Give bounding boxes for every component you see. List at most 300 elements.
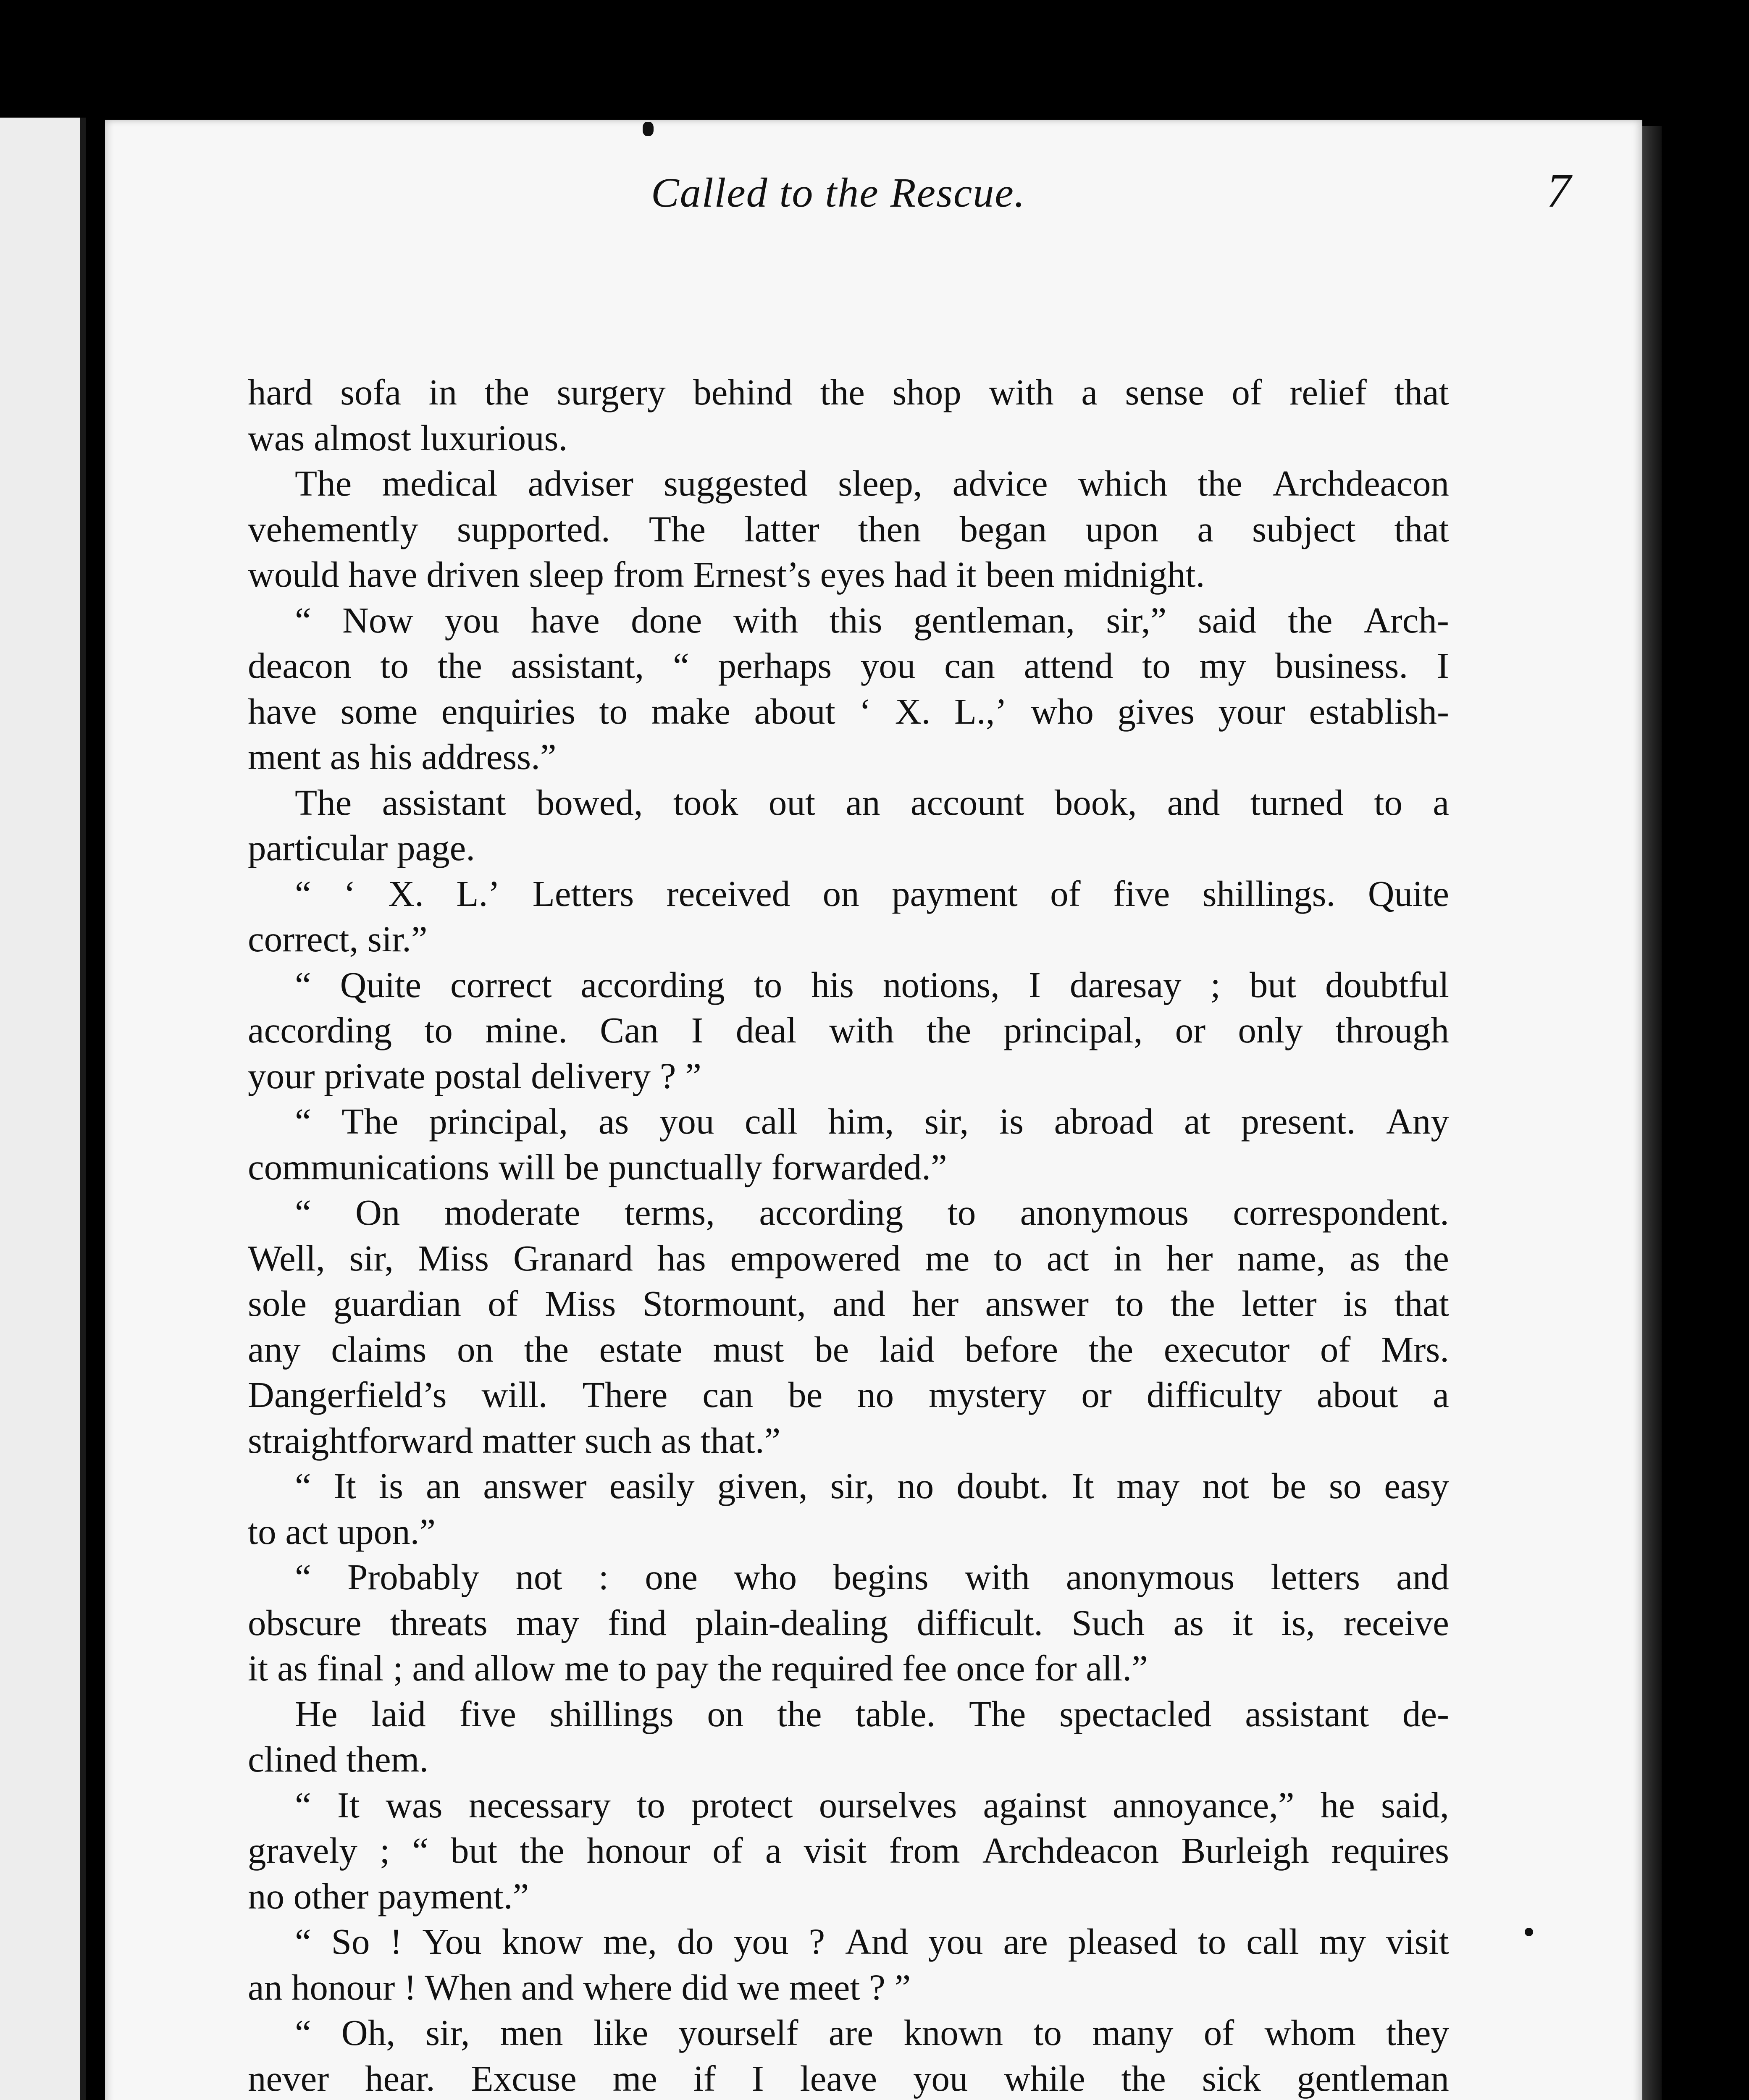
word: The bbox=[969, 1693, 1026, 1734]
word: assistant bbox=[1245, 1693, 1369, 1734]
word: suggested bbox=[663, 463, 808, 504]
word: It bbox=[337, 1784, 360, 1825]
word: an bbox=[846, 782, 880, 823]
word: do bbox=[677, 1921, 714, 1962]
word: Such bbox=[1071, 1602, 1145, 1643]
word: laid bbox=[371, 1693, 426, 1734]
word: to bbox=[599, 690, 628, 732]
word: a bbox=[765, 1830, 782, 1871]
text-line bbox=[248, 1554, 1449, 1600]
word: difficult. bbox=[917, 1602, 1043, 1643]
word: you bbox=[913, 2058, 968, 2099]
text-line bbox=[248, 1828, 1449, 1874]
word: if bbox=[693, 2058, 716, 2099]
word: no bbox=[897, 1465, 934, 1506]
word: he bbox=[1320, 1784, 1355, 1825]
text-line bbox=[248, 598, 1449, 643]
word: pleased bbox=[1068, 1921, 1178, 1962]
word: the bbox=[1121, 2058, 1166, 2099]
word: while bbox=[1004, 2058, 1085, 2099]
word: him, bbox=[828, 1101, 894, 1142]
word: the bbox=[926, 1010, 972, 1050]
word: surgery bbox=[557, 372, 666, 412]
word: “ bbox=[673, 645, 689, 686]
word: upon bbox=[1085, 508, 1159, 549]
word: sofa bbox=[340, 372, 402, 412]
word: that bbox=[1394, 372, 1449, 412]
word: correct bbox=[450, 964, 552, 1005]
word: shillings bbox=[549, 1693, 674, 1734]
word: Granard bbox=[513, 1237, 633, 1278]
text-line bbox=[248, 1919, 1449, 1965]
word: sick bbox=[1202, 2058, 1261, 2099]
word: you bbox=[444, 599, 500, 640]
word: latter bbox=[744, 508, 819, 549]
word: said bbox=[1198, 599, 1257, 640]
word: was bbox=[386, 1784, 443, 1825]
word: and bbox=[1167, 782, 1220, 823]
word: letters bbox=[1271, 1557, 1360, 1597]
word: about bbox=[754, 690, 835, 732]
word: The bbox=[295, 782, 352, 823]
word: annoyance,” bbox=[1113, 1784, 1295, 1825]
word: I bbox=[691, 1010, 704, 1050]
word: The bbox=[295, 463, 352, 504]
word: five bbox=[459, 1693, 516, 1734]
word: the bbox=[1088, 1328, 1134, 1370]
word: to bbox=[1142, 645, 1171, 686]
word: the bbox=[437, 645, 482, 686]
word: a bbox=[1433, 782, 1449, 823]
word: to bbox=[380, 645, 409, 686]
word: on bbox=[822, 873, 859, 914]
word: a bbox=[1081, 372, 1098, 412]
word: principal, bbox=[1003, 1010, 1143, 1050]
word: of bbox=[712, 1830, 743, 1871]
word: So bbox=[331, 1921, 370, 1962]
word: to bbox=[1033, 2012, 1062, 2053]
word: sleep, bbox=[838, 463, 922, 504]
text-line bbox=[248, 1782, 1449, 1828]
text-line bbox=[248, 2010, 1449, 2056]
word: Stormount, bbox=[642, 1283, 806, 1324]
word: sir, bbox=[349, 1237, 394, 1278]
word: took bbox=[673, 782, 738, 823]
word: advice bbox=[952, 463, 1048, 504]
word: his bbox=[811, 964, 854, 1005]
word: ! bbox=[390, 1921, 402, 1962]
text-line bbox=[248, 1600, 1449, 1646]
word: turned bbox=[1250, 782, 1344, 823]
word: out bbox=[768, 782, 816, 823]
page-edge-shadow bbox=[1642, 126, 1662, 2100]
word: make bbox=[651, 690, 730, 732]
word: but bbox=[451, 1830, 498, 1871]
word: began bbox=[959, 508, 1047, 549]
word: that bbox=[1394, 1283, 1449, 1324]
word: any bbox=[248, 1328, 301, 1370]
word: establish- bbox=[1309, 690, 1449, 732]
text-line bbox=[248, 1099, 1449, 1144]
word: Probably bbox=[347, 1557, 480, 1597]
word: sir,” bbox=[1106, 599, 1167, 640]
word: visit bbox=[1386, 1921, 1449, 1962]
word: known bbox=[903, 2012, 1003, 2053]
word: to bbox=[1115, 1283, 1144, 1324]
word: said, bbox=[1381, 1784, 1449, 1825]
facing-page-edge bbox=[0, 118, 86, 2100]
word: You bbox=[422, 1921, 482, 1962]
word: of bbox=[1320, 1328, 1351, 1370]
word: who bbox=[734, 1557, 797, 1597]
word: of bbox=[488, 1283, 518, 1324]
word: are bbox=[1003, 1921, 1048, 1962]
word: “ bbox=[295, 873, 311, 914]
word: obscure bbox=[248, 1602, 362, 1643]
word: you bbox=[734, 1921, 789, 1962]
word: so bbox=[1329, 1465, 1362, 1506]
word: On bbox=[355, 1192, 400, 1233]
word: moderate bbox=[444, 1192, 580, 1233]
page-number: 7 bbox=[1547, 164, 1571, 218]
word: or bbox=[1175, 1010, 1206, 1050]
word: Excuse bbox=[471, 2058, 577, 2099]
word: “ bbox=[295, 964, 311, 1005]
word: terms, bbox=[624, 1192, 715, 1233]
word: shillings. bbox=[1202, 873, 1336, 914]
word: are bbox=[828, 2012, 873, 2053]
word: mine. bbox=[485, 1010, 567, 1050]
word: estate bbox=[599, 1328, 683, 1370]
word: deal bbox=[735, 1010, 797, 1050]
text-line bbox=[248, 689, 1449, 735]
word: no bbox=[857, 1374, 894, 1415]
word: Quite bbox=[1368, 873, 1449, 914]
text-line: communications will be punctually forwarded.” bbox=[248, 1146, 947, 1187]
ink-speck bbox=[1525, 1928, 1533, 1936]
word: Arch- bbox=[1363, 599, 1449, 640]
word: according bbox=[580, 964, 725, 1005]
word: requires bbox=[1331, 1830, 1449, 1871]
text-line bbox=[248, 1372, 1449, 1418]
body-text bbox=[248, 370, 1449, 2100]
word: you bbox=[860, 645, 916, 686]
word: Now bbox=[342, 599, 414, 640]
word: behind bbox=[693, 372, 793, 412]
word: answer bbox=[985, 1283, 1089, 1324]
word: one bbox=[645, 1557, 698, 1597]
word: Oh, bbox=[341, 2012, 395, 2053]
word: to bbox=[1374, 782, 1403, 823]
word: men bbox=[500, 2012, 563, 2053]
word: not bbox=[1202, 1465, 1249, 1506]
word: know bbox=[502, 1921, 583, 1962]
word: of bbox=[1203, 2012, 1234, 2053]
text-line: straightforward matter such as that.” bbox=[248, 1420, 781, 1461]
word: act bbox=[1046, 1237, 1090, 1278]
word: guardian bbox=[333, 1283, 461, 1324]
text-line: correct, sir.” bbox=[248, 919, 428, 959]
word: the bbox=[777, 1693, 822, 1734]
word: answer bbox=[483, 1465, 587, 1506]
word: sense bbox=[1125, 372, 1204, 412]
word: There bbox=[582, 1374, 668, 1415]
word: sole bbox=[248, 1283, 307, 1324]
word: five bbox=[1113, 873, 1170, 914]
word: is bbox=[999, 1101, 1024, 1142]
word: Archdeacon bbox=[982, 1830, 1159, 1871]
word: through bbox=[1335, 1010, 1449, 1050]
word: plain-dealing bbox=[695, 1602, 888, 1643]
word: Burleigh bbox=[1181, 1830, 1309, 1871]
word: have bbox=[248, 690, 317, 732]
word: business. bbox=[1275, 645, 1408, 686]
word: I bbox=[751, 2058, 764, 2099]
word: a bbox=[1197, 508, 1213, 549]
word: X. bbox=[895, 690, 931, 732]
text-line bbox=[248, 1281, 1449, 1327]
word: ; bbox=[1210, 964, 1221, 1005]
word: table. bbox=[855, 1693, 936, 1734]
word: they bbox=[1386, 2012, 1449, 2053]
text-line bbox=[248, 2056, 1449, 2100]
word: Quite bbox=[340, 964, 421, 1005]
word: receive bbox=[1343, 1602, 1449, 1643]
word: you bbox=[928, 1921, 983, 1962]
word: It bbox=[334, 1465, 356, 1506]
word: relief bbox=[1289, 372, 1367, 412]
text-line bbox=[248, 1327, 1449, 1373]
word: ‘ bbox=[859, 690, 872, 732]
word: gentleman bbox=[1297, 2058, 1449, 2099]
word: is bbox=[378, 1465, 403, 1506]
text-line bbox=[248, 1691, 1449, 1737]
word: may bbox=[1116, 1465, 1180, 1506]
word: the bbox=[1198, 463, 1242, 504]
word: “ bbox=[295, 1101, 311, 1142]
word: gentleman, bbox=[913, 599, 1075, 640]
word: de- bbox=[1402, 1693, 1449, 1734]
word: the bbox=[1404, 1237, 1449, 1278]
word: Miss bbox=[418, 1237, 489, 1278]
word: can bbox=[702, 1374, 754, 1415]
word: L.,’ bbox=[954, 690, 1007, 732]
word: is, bbox=[1281, 1602, 1315, 1643]
word: this bbox=[829, 599, 882, 640]
word: sir, bbox=[924, 1101, 969, 1142]
word: her bbox=[912, 1283, 959, 1324]
word: Mrs. bbox=[1381, 1328, 1449, 1370]
word: against bbox=[983, 1784, 1087, 1825]
word: received bbox=[666, 873, 790, 914]
word: notions, bbox=[882, 964, 1000, 1005]
word: principal, bbox=[429, 1101, 568, 1142]
word: assistant bbox=[382, 782, 506, 823]
word: correspondent. bbox=[1233, 1192, 1449, 1233]
word: “ bbox=[295, 1465, 311, 1506]
word: ourselves bbox=[819, 1784, 957, 1825]
word: leave bbox=[800, 2058, 877, 2099]
word: but bbox=[1249, 964, 1297, 1005]
word: the bbox=[1170, 1283, 1215, 1324]
text-line: would have driven sleep from Ernest’s eyes had it been midnight. bbox=[248, 554, 1205, 595]
word: is bbox=[1343, 1283, 1368, 1324]
text-line: it as final ; and allow me to pay the required fee once for all.” bbox=[248, 1648, 1148, 1688]
word: on bbox=[457, 1328, 494, 1370]
word: whom bbox=[1264, 2012, 1356, 2053]
word: The bbox=[649, 508, 706, 549]
word: to bbox=[754, 964, 783, 1005]
text-line: an honour ! When and where did we meet ? ” bbox=[248, 1966, 911, 2008]
word: an bbox=[426, 1465, 461, 1506]
word: vehemently bbox=[248, 508, 418, 549]
word: my bbox=[1199, 645, 1246, 686]
running-head bbox=[550, 163, 1571, 226]
word: given, bbox=[717, 1465, 808, 1506]
word: daresay bbox=[1069, 964, 1182, 1005]
word: assistant, bbox=[511, 645, 644, 686]
word: abroad bbox=[1054, 1101, 1154, 1142]
word: before bbox=[965, 1328, 1058, 1370]
word: be bbox=[1271, 1465, 1306, 1506]
word: ? bbox=[809, 1921, 825, 1962]
word: anonymous bbox=[1020, 1192, 1189, 1233]
word: spectacled bbox=[1059, 1693, 1212, 1734]
text-line bbox=[248, 1008, 1449, 1053]
word: Well, bbox=[248, 1237, 325, 1278]
word: like bbox=[593, 2012, 649, 2053]
word: perhaps bbox=[718, 645, 832, 686]
word: The bbox=[341, 1101, 399, 1142]
word: Dangerfield’s bbox=[248, 1374, 447, 1415]
word: X. bbox=[388, 873, 424, 914]
word: easy bbox=[1384, 1465, 1449, 1506]
word: ; bbox=[379, 1830, 390, 1871]
word: letter bbox=[1242, 1283, 1317, 1324]
word: anonymous bbox=[1066, 1557, 1235, 1597]
word: the bbox=[484, 372, 529, 412]
word: payment bbox=[892, 873, 1018, 914]
word: visit bbox=[804, 1830, 867, 1871]
text-line: clined them. bbox=[248, 1739, 429, 1780]
word: book, bbox=[1054, 782, 1137, 823]
word: “ bbox=[295, 1921, 311, 1962]
word: in bbox=[1113, 1237, 1142, 1278]
word: “ bbox=[295, 2012, 311, 2053]
word: Can bbox=[600, 1010, 659, 1050]
word: to bbox=[994, 1237, 1022, 1278]
word: has bbox=[657, 1237, 706, 1278]
word: not bbox=[515, 1557, 562, 1597]
word: with bbox=[964, 1557, 1030, 1597]
word: and bbox=[1396, 1557, 1449, 1597]
word: many bbox=[1092, 2012, 1174, 2053]
word: have bbox=[530, 599, 600, 640]
word: the bbox=[524, 1328, 569, 1370]
word: then bbox=[858, 508, 921, 549]
word: begins bbox=[833, 1557, 929, 1597]
word: executor bbox=[1163, 1328, 1290, 1370]
word: only bbox=[1238, 1010, 1303, 1050]
word: you bbox=[659, 1101, 714, 1142]
word: L.’ bbox=[456, 873, 500, 914]
text-line: was almost luxurious. bbox=[248, 417, 568, 458]
word: medical bbox=[382, 463, 498, 504]
word: “ bbox=[295, 599, 311, 640]
word: He bbox=[295, 1693, 338, 1734]
word: that bbox=[1394, 508, 1449, 549]
word: sir, bbox=[830, 1465, 875, 1506]
word: with bbox=[829, 1010, 894, 1050]
word: And bbox=[845, 1921, 908, 1962]
text-line bbox=[248, 1463, 1449, 1509]
word: : bbox=[598, 1557, 609, 1597]
word: doubt. bbox=[956, 1465, 1049, 1506]
word: shop bbox=[892, 372, 961, 412]
word: enquiries bbox=[441, 690, 575, 732]
word: as bbox=[1350, 1237, 1380, 1278]
word: must bbox=[713, 1328, 784, 1370]
word: who bbox=[1031, 690, 1094, 732]
word: as bbox=[1173, 1602, 1204, 1643]
word: the bbox=[820, 372, 865, 412]
word: claims bbox=[331, 1328, 427, 1370]
text-line: your private postal delivery ? ” bbox=[248, 1055, 701, 1096]
word: hear. bbox=[365, 2058, 435, 2099]
word: your bbox=[1218, 690, 1286, 732]
word: deacon bbox=[248, 645, 352, 686]
word: may bbox=[516, 1602, 579, 1643]
word: of bbox=[1050, 873, 1081, 914]
text-line bbox=[248, 871, 1449, 917]
word: me bbox=[925, 1237, 970, 1278]
word: be bbox=[788, 1374, 823, 1415]
word: It bbox=[1071, 1465, 1094, 1506]
word: attend bbox=[1024, 645, 1113, 686]
word: name, bbox=[1237, 1237, 1326, 1278]
word: according bbox=[248, 1010, 392, 1050]
word: and bbox=[832, 1283, 885, 1324]
word: of bbox=[1232, 372, 1262, 412]
word: to bbox=[947, 1192, 976, 1233]
word: the bbox=[520, 1830, 565, 1871]
word: Letters bbox=[532, 873, 634, 914]
word: be bbox=[814, 1328, 849, 1370]
word: empowered bbox=[730, 1237, 901, 1278]
word: to bbox=[424, 1010, 453, 1050]
word: Archdeacon bbox=[1272, 463, 1449, 504]
word: on bbox=[707, 1693, 744, 1734]
word: her bbox=[1166, 1237, 1213, 1278]
text-line bbox=[248, 370, 1449, 415]
word: to bbox=[1198, 1921, 1226, 1962]
word: sir, bbox=[425, 2012, 470, 2053]
word: account bbox=[910, 782, 1024, 823]
word: to bbox=[637, 1784, 665, 1825]
word: call bbox=[745, 1101, 798, 1142]
text-line bbox=[248, 507, 1449, 552]
text-line bbox=[248, 962, 1449, 1008]
word: Any bbox=[1386, 1101, 1449, 1142]
text-line bbox=[248, 461, 1449, 507]
word: gravely bbox=[248, 1830, 357, 1871]
word: can bbox=[944, 645, 995, 686]
word: with bbox=[989, 372, 1054, 412]
word: find bbox=[607, 1602, 667, 1643]
word: easily bbox=[609, 1465, 695, 1506]
word: the bbox=[1288, 599, 1333, 640]
text-line: to act upon.” bbox=[248, 1511, 436, 1552]
